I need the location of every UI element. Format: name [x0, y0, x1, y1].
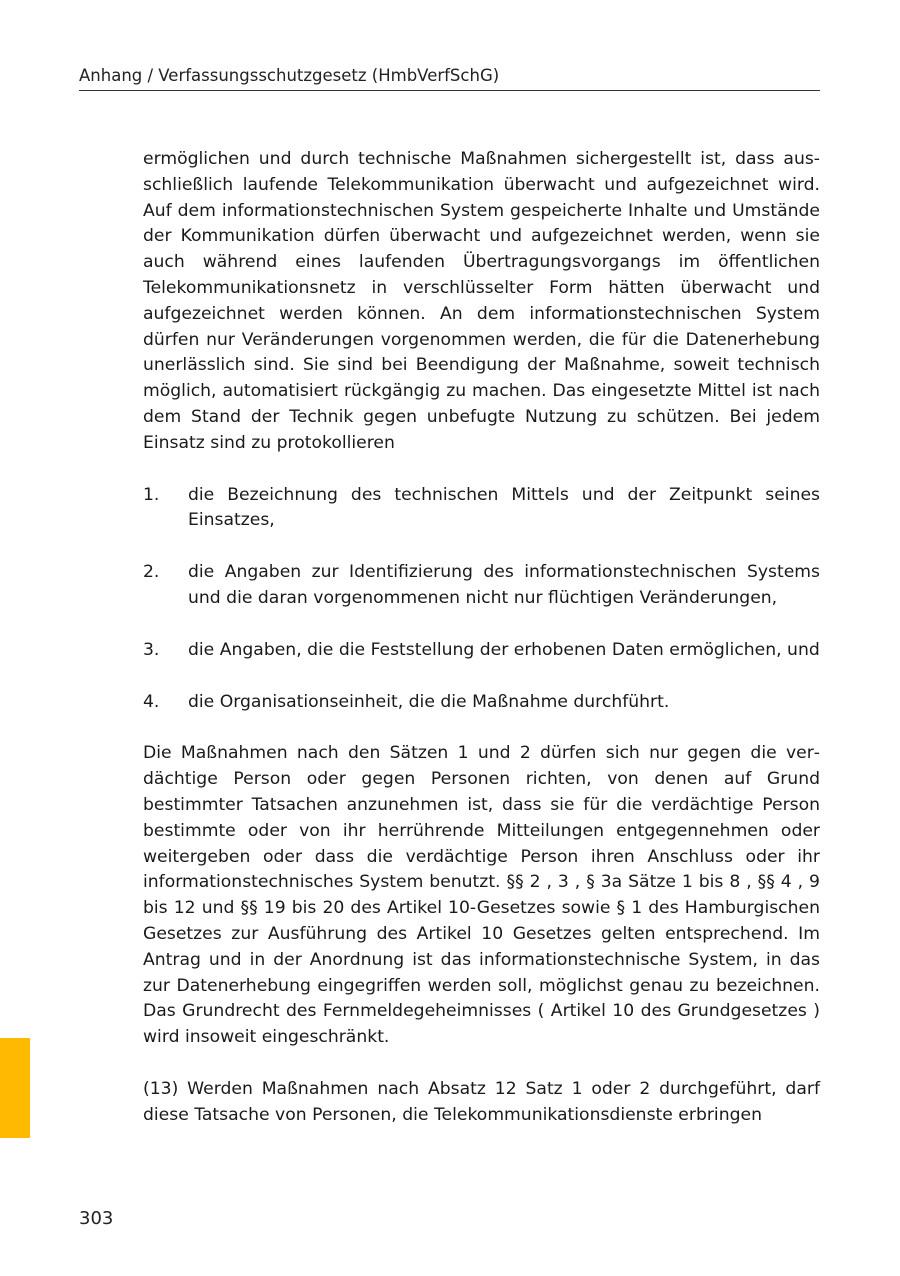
- section-13-paragraph: (13) Werden Maßnahmen nach Absatz 12 Satz 1 oder 2 durchgeführt, darf diese Tatsache von Personen, die Telekommunikationsdienste erbringen: [143, 1078, 820, 1125]
- list-item-text: die Bezeichnung des technischen Mittels und der Zeitpunkt seines Einsatzes,: [188, 484, 820, 531]
- list-item-text: die Angaben zur Identifizierung des informationstechnischen Systems und die daran vorgenommenen nicht nur flüchtigen Veränderungen,: [188, 562, 820, 608]
- protocol-list: [143, 483, 820, 716]
- list-item-number: 1.: [143, 484, 160, 505]
- chapter-thumb-tab: [0, 1038, 30, 1138]
- list-item: [143, 638, 820, 664]
- list-item: [143, 483, 820, 535]
- list-item: [143, 560, 820, 612]
- intro-paragraph: ermöglichen und durch technische Maßnahmen sichergestellt ist, dass ausschließlich laufende Telekommunikation überwacht und aufgezeichnet wird. Auf dem informationstechnischen System gespeicherte Inhalte und Umstände der Kommunikation dürfen überwacht und aufgezeichnet werden, wenn sie auch während eines laufenden Übertragungsvorgangs im öffentlichen Telekommunikationsnetz in verschlüsselter Form hätten überwacht und aufgezeichnet werden können. An dem informationstechnischen System dürfen nur Veränderungen vorgenommen werden, die für die Datenerhebung unerlässlich sind. Sie sind bei Beendigung der Maßnahme, soweit technisch möglich, automatisiert rückgängig zu machen. Das eingesetzte Mittel ist nach dem Stand der Technik gegen unbefugte Nutzung zu schützen. Bei jedem Einsatz sind zu protokollieren: [143, 149, 820, 453]
- page-number: 303: [79, 1208, 114, 1229]
- list-item-number: 4.: [143, 691, 160, 712]
- list-item-text: die Organisationseinheit, die die Maßnahme durchführt.: [188, 691, 670, 712]
- main-text-body: [143, 147, 820, 1129]
- list-item-number: 3.: [143, 639, 160, 660]
- running-header-title: Anhang / Verfassungsschutzgesetz (HmbVerfSchG): [79, 66, 820, 91]
- list-item: [143, 690, 820, 716]
- measures-paragraph: Die Maßnahmen nach den Sätzen 1 und 2 dürfen sich nur gegen die verdächtige Person oder gegen Personen richten, von denen auf Grund bestimmter Tatsachen anzunehmen ist, dass sie für die verdächtige Person bestimmte oder von ihr herrührende Mitteilungen entgegennehmen oder weitergeben oder dass die verdächtige Person ihren Anschluss oder ihr informationstechnisches System benutzt. §§ 2 , 3 , § 3a Sätze 1 bis 8 , §§ 4 , 9 bis 12 und §§ 19 bis 20 des Artikel 10-Gesetzes sowie § 1 des Hamburgischen Gesetzes zur Ausführung des Artikel 10 Gesetzes gelten entsprechend. Im Antrag und in der Anordnung ist das informationstechnische System, in das zur Datenerhebung eingegriffen werden soll, möglichst genau zu bezeichnen. Das Grundrecht des Fernmeldegeheimnisses ( Artikel 10 des Grundgesetzes ) wird insoweit eingeschränkt.: [143, 743, 820, 1048]
- list-item-number: 2.: [143, 562, 160, 583]
- list-item-text: die Angaben, die die Feststellung der erhobenen Daten ermöglichen, und: [188, 639, 820, 660]
